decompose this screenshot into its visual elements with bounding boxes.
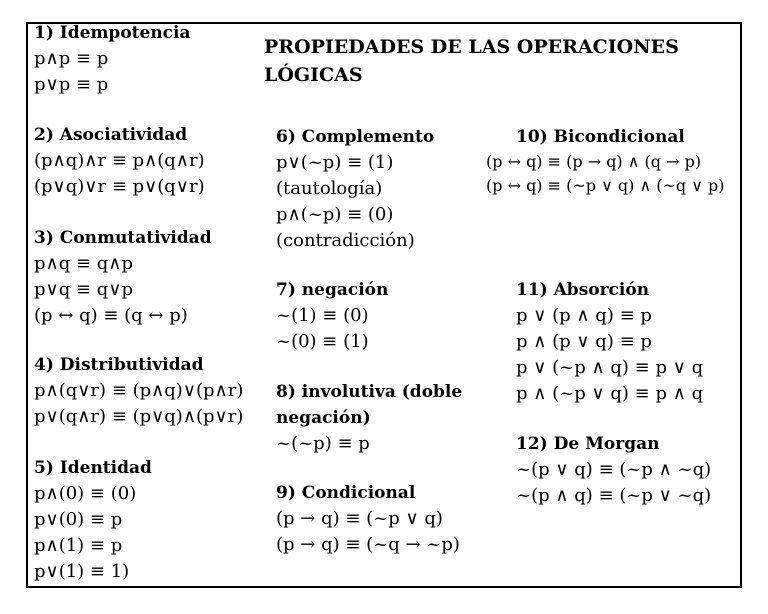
- section-conmutatividad: [34, 225, 212, 329]
- section-negacion: [276, 277, 388, 355]
- section-condicional: [276, 480, 460, 558]
- formula-line: ~(1) ≡ (0): [276, 305, 369, 326]
- section-heading: 5) Identidad: [34, 458, 152, 478]
- formula-line: p∨(0) ≡ p: [34, 509, 123, 530]
- formula-line: (p → q) ≡ (~p ∨ q): [276, 508, 443, 529]
- formula-line: (contradicción): [276, 230, 415, 251]
- section-heading: 9) Condicional: [276, 483, 416, 503]
- section-heading: 11) Absorción: [516, 280, 650, 300]
- formula-line: (p ↔ q) ≡ (q ↔ p): [34, 305, 188, 326]
- section-involutiva: [276, 379, 462, 457]
- formula-line: (p ↔ q) ≡ (p → q) ∧ (q → p): [486, 152, 702, 171]
- section-heading: 6) Complemento: [276, 127, 435, 147]
- formula-line: (p∧q)∧r ≡ p∧(q∧r): [34, 150, 205, 171]
- section-distributividad: [34, 352, 243, 430]
- formula-line: ~(p ∨ q) ≡ (~p ∧ ~q): [516, 459, 712, 480]
- formula-line: p∨(~p) ≡ (1): [276, 152, 394, 173]
- section-de-morgan: [516, 431, 711, 509]
- formula-line: p∨p ≡ p: [34, 74, 109, 95]
- section-heading: 4) Distributividad: [34, 355, 204, 375]
- formula-line: ~(~p) ≡ p: [276, 433, 370, 454]
- section-heading: 7) negación: [276, 280, 389, 300]
- formula-line: p∧(1) ≡ p: [34, 535, 123, 556]
- section-heading-continued: negación): [276, 408, 371, 428]
- formula-line: (tautología): [276, 178, 383, 199]
- formula-line: p ∧ (p ∨ q) ≡ p: [516, 331, 652, 352]
- section-absorcion: [516, 277, 703, 407]
- formula-line: p∧p ≡ p: [34, 48, 109, 69]
- section-heading: 1) Idempotencia: [34, 23, 191, 43]
- formula-line: p∧(0) ≡ (0): [34, 483, 137, 504]
- formula-line: (p∨q)∨r ≡ p∨(q∨r): [34, 176, 205, 197]
- formula-line: p∧q ≡ q∧p: [34, 253, 133, 274]
- section-bicondicional: [486, 124, 725, 198]
- formula-line: ~(0) ≡ (1): [276, 331, 369, 352]
- section-heading: 8) involutiva (doble: [276, 382, 463, 402]
- section-idempotencia: [34, 20, 191, 98]
- section-heading: 10) Bicondicional: [516, 127, 685, 147]
- formula-line: p∧(~p) ≡ (0): [276, 204, 394, 225]
- section-identidad: [34, 455, 152, 585]
- formula-line: ~(p ∧ q) ≡ (~p ∨ ~q): [516, 485, 712, 506]
- formula-line: (p ↔ q) ≡ (~p ∨ q) ∧ (~q ∨ p): [486, 176, 725, 195]
- formula-line: p∧(q∨r) ≡ (p∧q)∨(p∧r): [34, 380, 244, 401]
- page-title: PROPIEDADES DE LAS OPERACIONES LÓGICAS: [264, 36, 679, 86]
- formula-line: p∨(q∧r) ≡ (p∨q)∧(p∨r): [34, 406, 244, 427]
- formula-line: (p → q) ≡ (~q → ~p): [276, 534, 460, 555]
- formula-line: p ∨ (p ∧ q) ≡ p: [516, 305, 652, 326]
- section-heading: 12) De Morgan: [516, 434, 660, 454]
- formula-line: p ∧ (~p ∨ q) ≡ p ∧ q: [516, 383, 704, 404]
- section-complemento: [276, 124, 434, 254]
- section-asociatividad: [34, 122, 205, 200]
- formula-line: p∨(1) ≡ 1): [34, 561, 130, 582]
- formula-line: p ∨ (~p ∧ q) ≡ p ∨ q: [516, 357, 704, 378]
- section-heading: 2) Asociatividad: [34, 125, 188, 145]
- section-heading: 3) Conmutatividad: [34, 228, 212, 248]
- formula-line: p∨q ≡ q∨p: [34, 279, 133, 300]
